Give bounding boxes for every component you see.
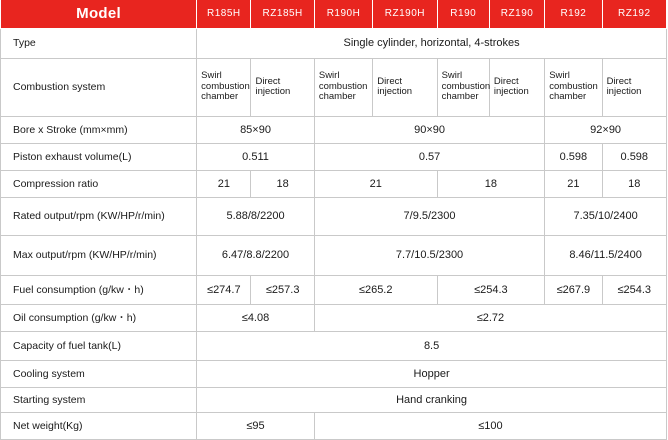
row-bore <box>1 116 667 143</box>
row-max <box>1 235 667 275</box>
model-rz190: RZ190 <box>489 0 544 28</box>
combustion-rz190: Direct injection <box>489 58 544 116</box>
row-rated <box>1 197 667 235</box>
starting-label: Starting system <box>1 387 197 412</box>
row-fuel <box>1 275 667 304</box>
combustion-r190: Swirl combustion chamber <box>437 58 489 116</box>
model-rz192: RZ192 <box>602 0 666 28</box>
compression-r190: 21 <box>314 170 437 197</box>
fuel-rz190: ≤254.3 <box>437 275 545 304</box>
combustion-label: Combustion system <box>1 58 197 116</box>
weight-rest: ≤100 <box>314 412 666 439</box>
row-starting <box>1 387 667 412</box>
fuel-r190: ≤265.2 <box>314 275 437 304</box>
type-value: Single cylinder, horizontal, 4-strokes <box>197 28 667 58</box>
compression-rz185: 18 <box>251 170 314 197</box>
piston-190: 0.57 <box>314 143 544 170</box>
oil-label: Oil consumption (g/kw・h) <box>1 304 197 331</box>
cooling-value: Hopper <box>197 360 667 387</box>
model-header: Model <box>1 0 197 28</box>
model-r192: R192 <box>545 0 602 28</box>
combustion-rz190h: Direct injection <box>373 58 437 116</box>
combustion-rz185h: Direct injection <box>251 58 314 116</box>
compression-label: Compression ratio <box>1 170 197 197</box>
compression-r185: 21 <box>197 170 251 197</box>
rated-192: 7.35/10/2400 <box>545 197 667 235</box>
type-label: Type <box>1 28 197 58</box>
combustion-r185h: Swirl combustion chamber <box>197 58 251 116</box>
compression-rz192: 18 <box>602 170 666 197</box>
combustion-r192: Swirl combustion chamber <box>545 58 602 116</box>
bore-185: 85×90 <box>197 116 315 143</box>
compression-rz190: 18 <box>437 170 545 197</box>
fuel-label: Fuel consumption (g/kw・h) <box>1 275 197 304</box>
row-combustion <box>1 58 667 116</box>
max-label: Max output/rpm (KW/HP/r/min) <box>1 235 197 275</box>
piston-label: Piston exhaust volume(L) <box>1 143 197 170</box>
max-190: 7.7/10.5/2300 <box>314 235 544 275</box>
starting-value: Hand cranking <box>197 387 667 412</box>
model-rz190h: RZ190H <box>373 0 437 28</box>
piston-rz192: 0.598 <box>602 143 666 170</box>
max-185: 6.47/8.8/2200 <box>197 235 315 275</box>
bore-190: 90×90 <box>314 116 544 143</box>
header-row <box>1 0 667 28</box>
piston-185: 0.511 <box>197 143 315 170</box>
model-r190: R190 <box>437 0 489 28</box>
row-oil <box>1 304 667 331</box>
combustion-rz192: Direct injection <box>602 58 666 116</box>
row-piston <box>1 143 667 170</box>
model-r185h: R185H <box>197 0 251 28</box>
tank-value: 8.5 <box>197 331 667 360</box>
bore-label: Bore x Stroke (mm×mm) <box>1 116 197 143</box>
compression-r192: 21 <box>545 170 602 197</box>
fuel-r185: ≤274.7 <box>197 275 251 304</box>
piston-r192: 0.598 <box>545 143 602 170</box>
model-r190h: R190H <box>314 0 372 28</box>
rated-185: 5.88/8/2200 <box>197 197 315 235</box>
row-cooling <box>1 360 667 387</box>
rated-label: Rated output/rpm (KW/HP/r/min) <box>1 197 197 235</box>
row-tank <box>1 331 667 360</box>
weight-label: Net weight(Kg) <box>1 412 197 439</box>
rated-190: 7/9.5/2300 <box>314 197 544 235</box>
oil-185: ≤4.08 <box>197 304 315 331</box>
fuel-rz192: ≤254.3 <box>602 275 666 304</box>
bore-192: 92×90 <box>545 116 667 143</box>
cooling-label: Cooling system <box>1 360 197 387</box>
fuel-r192: ≤267.9 <box>545 275 602 304</box>
row-weight <box>1 412 667 439</box>
tank-label: Capacity of fuel tank(L) <box>1 331 197 360</box>
model-rz185h: RZ185H <box>251 0 314 28</box>
row-type <box>1 28 667 58</box>
weight-185: ≤95 <box>197 412 315 439</box>
fuel-rz185: ≤257.3 <box>251 275 314 304</box>
combustion-r190h: Swirl combustion chamber <box>314 58 372 116</box>
oil-rest: ≤2.72 <box>314 304 666 331</box>
max-192: 8.46/11.5/2400 <box>545 235 667 275</box>
row-compression <box>1 170 667 197</box>
